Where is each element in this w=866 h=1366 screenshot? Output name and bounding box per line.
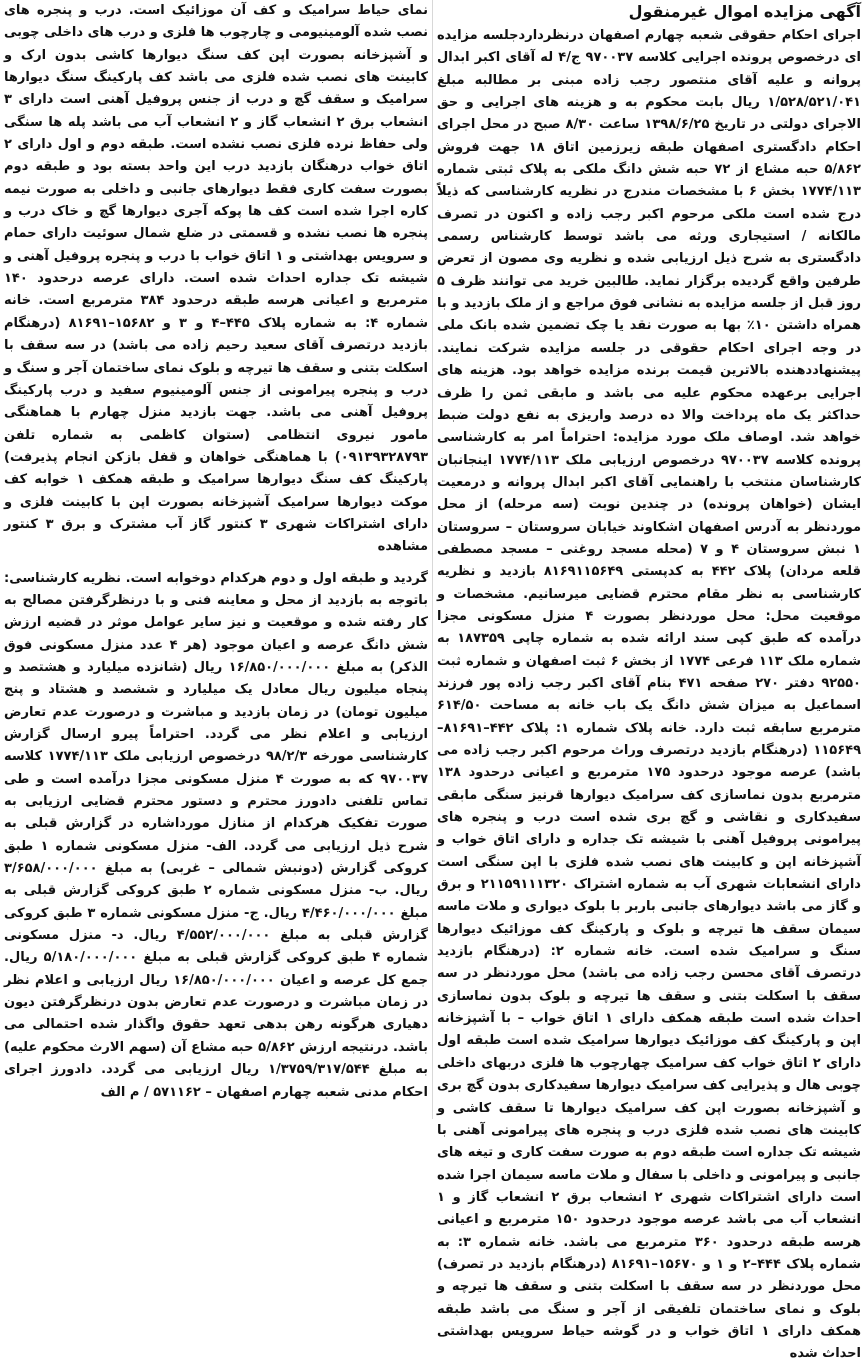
notice-title: آگهی مزایده اموال غیرمنقول [628,2,861,21]
notice-right-column [437,0,862,1362]
column-divider [432,0,433,1119]
notice-left-column [4,0,428,1104]
notice-left-paragraph-1: نمای حیاط سرامیک و کف آن موزائیک است. درب و پنجره های نصب شده آلومینیومی و چارچوب ها فلزی و درب های داخلی چوبی و آشپزخانه بصورت اپن کف سنگ دیوارها کاشی بدون ارک و کابینت های نصب شده فلزی می باشد کف پارکینگ سنگ دیوارها سرامیک و سقف گچ و درب از جنس پروفیل آهنی است دارای ۳ انشعاب برق ۲ انشعاب گاز و ۲ انشعاب آب می باشد پله ها سنگی ولی حفاظ نرده فلزی نصب نشده است. طبقه دوم و اول دارای ۲ اتاق خواب درهنگان بازدید درب این واحد بسته بود و طبقه دوم بصورت سفت کاری فقط دیوارهای جانبی و داخلی به صورت نیمه کاره اجرا شده است کف ها پوکه آجری دیوارها گچ و خاک درب و پنجره ها نصب نشده و قسمتی در ضلع شمال سوئیت دارای حمام و سرویس بهداشتی و ۱ اتاق خواب با درب و پنجره پروفیل آهنی و شیشه تک جداره احداث شده است. دارای عرصه درحدود ۱۴۰ مترمربع و اعیانی هرسه طبقه درحدود ۳۸۴ مترمربع است. خانه شماره ۴: به شماره پلاک ۴۴۵–۴ و ۳ و ۱۵۶۸۲–۸۱۶۹۱ (درهنگام بازدید درتصرف آقای سعید رحیم زاده می باشد) در سه سقف با اسکلت بتنی و سقف ها تیرچه و بلوک نمای ساختمان آجر و سنگ و درب و پنجره پیرامونی از جنس آلومینیوم سفید و درب پارکینگ پروفیل آهنی می باشد. جهت بازدید منزل چهارم با هماهنگی مامور نیروی انتظامی (ستوان کاظمی به شماره تلفن ۰۹۱۳۹۳۲۸۷۹۳) با هماهنگی خواهان و قفل بازکن انجام پذیرفت) پارکینگ کف سنگ دیوارها سرامیک و طبقه همکف ۱ خوابه کف موکت دیوارها سرامیک آشپزخانه بصورت اپن با کابینت فلزی و دارای اشتراکات شهری ۳ کنتور گاز آب مشترک و برق ۳ کنتور مشاهده [4,3,428,555]
notice-left-paragraph-2: گردید و طبقه اول و دوم هرکدام دوخوابه است. نظریه کارشناسی: باتوجه به بازدید از محل و معاینه فنی و با درنظرگرفتن مصالح به کار رفته شده و موقعیت و نیز سایر عوامل موثر در قضیه ارزش شش دانگ عرصه و اعیان موجود (هر ۴ عدد منزل مسکونی فوق الذکر) به مبلغ ۱۶/۸۵۰/۰۰۰/۰۰۰ ریال (شانزده میلیارد و هشتصد و پنجاه میلیون ریال معادل یک میلیارد و ششصد و هشتاد و پنج میلیون تومان) در زمان بازدید و مباشرت و درصورت عدم تعارض ارزیابی و اعلام نظر می گردد. احتراماً پیرو ارسال گزارش کارشناسی مورخه ۹۸/۲/۳ درخصوص ارزیابی ملک ۱۷۷۴/۱۱۳ کلاسه ۹۷۰۰۳۷ که به صورت ۴ منزل مسکونی مجزا درآمده است و طی تماس تلفنی دادورز محترم و دستور محترم قضایی ارزیابی به صورت تفکیک هرکدام از منازل مورداشاره در گزارش قبلی به شرح ذیل ارزیابی می گردد. الف- منزل مسکونی شماره ۱ طبق کروکی گزارش (دونبش شمالی – غربی) به مبلغ ۳/۶۵۸/۰۰۰/۰۰۰ ریال. ب- منزل مسکونی شماره ۲ طبق کروکی گزارش قبلی به مبلغ ۴/۴۶۰/۰۰۰/۰۰۰ ریال. ج- منزل مسکونی شماره ۳ طبق کروکی گزارش قبلی به مبلغ ۴/۵۵۲/۰۰۰/۰۰۰ ریال. د- منزل مسکونی شماره ۴ طبق کروکی گزارش قبلی به مبلغ ۵/۱۸۰/۰۰۰/۰۰۰ ریال. جمع کل عرصه و اعیان ۱۶/۸۵۰/۰۰۰/۰۰۰ ریال ارزیابی و اعلام نظر در زمان مباشرت و درصورت عدم تعارض بدون درنظرگرفتن دیون دهیاری هرگونه رهن بدهی تعهد حقوق واگذار شده احتمالی می باشد. درنتیجه ارزش ۵/۸۶۲ حبه مشاع آن (سهم الارث محکوم علیه) به مبلغ ۱/۳۷۵۹/۳۱۷/۵۴۴ ریال ارزیابی می گردد. دادورز اجرای احکام مدنی شعبه چهارم اصفهان – ۵۷۱۱۶۲ / م الف [4,570,429,1100]
notice-right-column-text: اجرای احکام حقوقی شعبه چهارم اصفهان درنظرداردجلسه مزایده ای درخصوص پرونده اجرایی کلاسه ۹۷۰۰۳۷ ج/۴ له آقای اکبر ابدال پروانه و علیه آقای منتصور رجب زاده مبنی بر مطالبه مبلغ ۱/۵۲۸/۵۲۱/۰۴۱ ریال بابت محکوم به و هزینه های اجرایی و حق الاجرای دولتی در تاریخ ۱۳۹۸/۶/۲۵ ساعت ۸/۳۰ صبح در محل اجرای احکام دادگستری اصفهان طبقه زیرزمین اتاق ۱۸ جهت فروش ۵/۸۶۲ حبه مشاع از ۷۲ حبه شش دانگ ملکی به پلاک ثبتی شماره ۱۷۷۴/۱۱۳ بخش ۶ با مشخصات مندرج در نظریه کارشناسی که ذیلاً درج شده است ملکی مرحوم اکبر رجب زاده و اکنون در تصرف مالکانه / استیجاری ورثه می باشد توسط کارشناس رسمی دادگستری به شرح ذیل ارزیابی شده و نظریه وی مصون از تعرض طرفین واقع گردیده برگزار نماید. طالبین خرید می توانند ظرف ۵ روز قبل از جلسه مزایده به نشانی فوق مراجع و از ملک بازدید و با همراه داشتن ۱۰٪ بها به صورت نقد یا چک تضمین شده بانک ملی در وجه اجرای احکام حقوقی در جلسه مزایده شرکت نمایند. پیشنهاددهنده بالاترین قیمت برنده مزایده خواهد بود. هزینه های اجرایی برعهده محکوم علیه می باشد و مابقی ثمن را ظرف حداکثر یک ماه پرداخت والا ده درصد واریزی به نفع دولت ضبط خواهد شد. اوصاف ملک مورد مزایده: احتراماً امر به کارشناسی پرونده کلاسه ۹۷۰۰۳۷ درخصوص ارزیابی ملک ۱۷۷۴/۱۱۳ اینجانبان کارشناسان منتخب با راهنمایی آقای اکبر ابدال پروانه و درمعیت ایشان (خواهان پرونده) در چندین نوبت (سه مرحله) از محل موردنظر به آدرس اصفهان اشکاوند خیابان سروستان – سروستان ۱ نبش سروستان ۴ و ۷ (محله مسجد روغنی – مسجد مصطفی قلعه مردان) پلاک ۴۴۲ به کدپستی ۸۱۶۹۱۱۵۶۴۹ بازدید و نظریه کارشناسی به نظر مقام محترم قضایی میرسانیم. مشخصات و موقعیت محل: محل موردنظر بصورت ۴ منزل مسکونی مجزا درآمده که طبق کپی سند ارائه شده به شماره چاپی ۱۸۷۳۵۹ به شماره ملک ۱۱۳ فرعی ۱۷۷۴ از بخش ۶ ثبت اصفهان و شماره ثبت ۹۲۵۵۰ دفتر ۲۷۰ صفحه ۴۷۱ بنام آقای اکبر رجب زاده پور فرزند اسماعیل به میزان شش دانگ یک باب خانه به مساحت ۶۱۴/۵۰ مترمربع سابقه ثبت دارد. خانه پلاک شماره ۱: پلاک ۴۴۲–۸۱۶۹۱–۱۱۵۶۴۹ (درهنگام بازدید درتصرف وراث مرحوم اکبر رجب زاده می باشد) عرصه موجود درحدود ۱۷۵ مترمربع و اعیانی درحدود ۱۳۸ مترمربع بدون نماسازی کف سرامیک دیوارها قرنیز سنگی مابقی سفیدکاری و نقاشی و گچ بری شده است درب و پنجره های پیرامونی پروفیل آهنی با شیشه تک جداره و دارای اتاق خواب و آشپزخانه اپن و کابینت های نصب شده فلزی با اپن سنگی است دارای انشعابات شهری آب به شماره اشتراک ۲۱۱۵۹۱۱۱۳۲۰ و برق و گاز می باشد دیوارهای جانبی باربر با بلوک دیواری و ملات ماسه سیمان سقف ها تیرچه و بلوک و پارکینگ کف موزائیک دیوارها سنگ و سرامیک شده است. خانه شماره ۲: (درهنگام بازدید درتصرف آقای محسن رجب زاده می باشد) محل موردنظر در سه سقف با اسکلت بتنی و سقف ها تیرچه و بلوک بدون نماسازی احداث شده است طبقه همکف دارای ۱ اتاق خواب – با آشپزخانه اپن و پارکینگ کف موزائیک دیوارها سرامیک شده است طبقه اول دارای ۲ اتاق خواب کف سرامیک چهارچوب ها فلزی دربهای داخلی چوبی هال و پذیرایی کف سرامیک دیوارها سفیدکاری بدون گچ بری و آشپزخانه بصورت اپن کف سرامیک دیوارها تا سقف کاشی و کابینت های نصب شده فلزی درب و پنجره های پیرامونی آهنی با شیشه تک جداره است طبقه دوم به صورت سفت کاری و تیغه های جانبی و پیرامونی و داخلی با سفال و ملات ماسه سیمان اجرا شده است دارای اشتراکات شهری ۲ انشعاب برق ۲ انشعاب گاز و ۱ انشعاب آب می باشد عرصه موجود درحدود ۱۵۰ مترمربع و اعیانی هرسه طبقه درحدود ۳۶۰ مترمربع می باشد. خانه شماره ۳: به شماره پلاک ۴۴۴–۲ و ۱ و ۱۵۶۷۰–۸۱۶۹۱ (درهنگام بازدید در تصرف) محل موردنظر در سه سقف با اسکلت بتنی و سقف ها تیرچه و بلوک و نمای ساختمان تلفیقی از آجر و سنگ می باشد طبقه همکف دارای ۱ اتاق خواب و در گوشه حیاط سرویس بهداشتی احداث شده [437,28,862,1362]
